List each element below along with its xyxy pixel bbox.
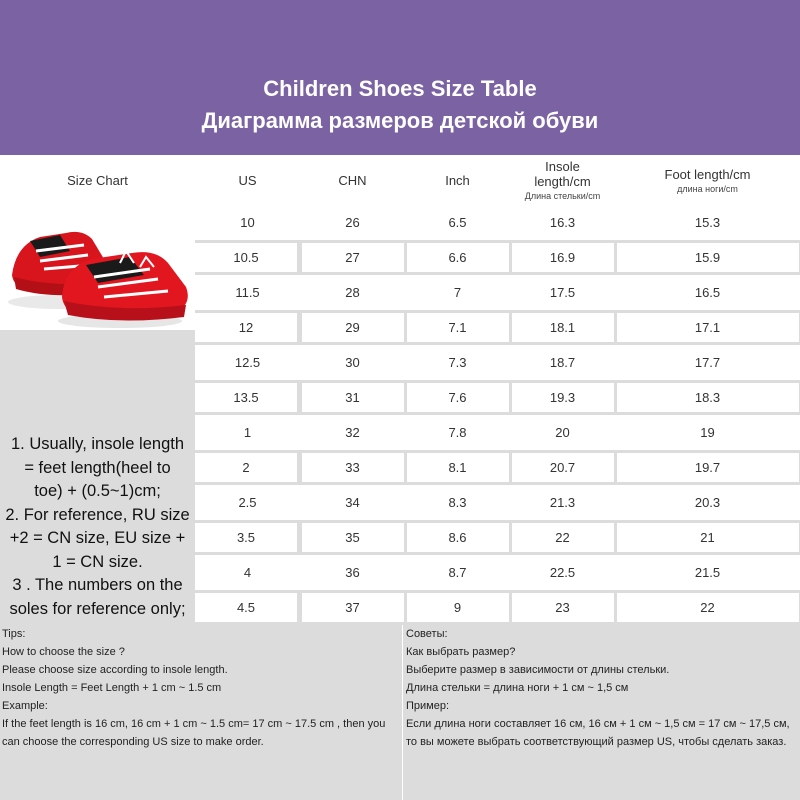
cell-us: 2.5 [238, 495, 257, 510]
cell-foot: 19 [700, 425, 715, 440]
cell-insole: 23 [512, 593, 614, 622]
cell-inch: 7.6 [407, 383, 509, 412]
cell-us: 13.5 [195, 383, 297, 412]
col-header-foot-line1: Foot length/cm [664, 166, 751, 182]
note-line: 1. Usually, insole length [10, 435, 185, 453]
cell-foot: 17.1 [617, 313, 799, 342]
cell-insole: 18.1 [512, 313, 614, 342]
col-header-insole-line1: Insole [545, 159, 580, 174]
col-header-size-chart-label: Size Chart [67, 172, 128, 188]
col-header-size-chart [0, 155, 195, 205]
cell-foot: 15.9 [617, 243, 799, 272]
tip-line: Example: [2, 700, 48, 712]
cell-insole: 16.9 [512, 243, 614, 272]
tip-line: Please choose size according to insole length. [2, 664, 228, 676]
cell-inch: 7 [453, 285, 462, 300]
note-line: 3 . The numbers on the [12, 576, 183, 594]
tip-line: Советы: [406, 628, 448, 640]
cell-chn: 32 [345, 425, 360, 440]
tip-line: Tips: [2, 628, 26, 640]
table-row [195, 590, 800, 625]
table-row [195, 310, 800, 345]
size-table [195, 205, 800, 625]
cell-chn: 29 [302, 313, 404, 342]
cell-us: 10 [240, 215, 255, 230]
cell-insole: 18.7 [549, 355, 576, 370]
cell-us: 10.5 [195, 243, 297, 272]
cell-us: 4 [243, 565, 252, 580]
note-line: = feet length(heel to [24, 458, 171, 477]
cell-insole: 22 [512, 523, 614, 552]
page-title-en: Children Shoes Size Table [263, 76, 537, 101]
table-row [195, 275, 800, 310]
tip-line: то вы можете выбрать соответствующий размер US, чтобы сделать заказ. [406, 736, 787, 748]
cell-inch: 8.3 [448, 495, 467, 510]
cell-insole: 16.3 [549, 215, 576, 230]
col-header-insole-line2: length/cm [534, 174, 591, 189]
cell-us: 4.5 [195, 593, 297, 622]
cell-chn: 36 [345, 565, 360, 580]
cell-foot: 18.3 [617, 383, 799, 412]
cell-inch: 6.6 [407, 243, 509, 272]
cell-inch: 8.6 [407, 523, 509, 552]
cell-insole: 22.5 [549, 565, 576, 580]
cell-us: 12 [195, 313, 297, 342]
cell-us: 3.5 [195, 523, 297, 552]
table-row [195, 555, 800, 590]
tip-line: Как выбрать размер? [406, 646, 516, 658]
product-image-box [0, 205, 195, 330]
note-line: +2 = CN size, EU size + [9, 529, 186, 547]
size-notes [0, 433, 195, 621]
cell-insole: 17.5 [549, 285, 576, 300]
cell-inch: 7.8 [448, 425, 467, 440]
note-line: toe) + (0.5~1)cm; [34, 482, 161, 500]
cell-chn: 35 [302, 523, 404, 552]
table-row [195, 520, 800, 555]
cell-foot: 19.7 [617, 453, 799, 482]
cell-chn: 26 [345, 215, 360, 230]
col-header-us [195, 155, 300, 205]
col-header-insole [510, 155, 615, 205]
tip-line: If the feet length is 16 cm, 16 cm + 1 cm ~ 1.5 cm= 17 cm ~ 17.5 cm , then you [2, 718, 386, 730]
table-row [195, 415, 800, 450]
cell-foot: 16.5 [694, 285, 721, 300]
cell-chn: 30 [345, 355, 360, 370]
tip-line: can choose the corresponding US size to make order. [2, 736, 264, 748]
tips-divider [402, 625, 403, 800]
tip-line: Пример: [406, 700, 450, 712]
cell-inch: 6.5 [448, 215, 467, 230]
tip-line: Длина стельки = длина ноги + 1 см ~ 1,5 см [406, 682, 629, 694]
cell-inch: 8.7 [448, 565, 467, 580]
cell-insole: 20.7 [512, 453, 614, 482]
tips-panel [0, 625, 800, 800]
tip-line: Выберите размер в зависимости от длины стельки. [406, 664, 670, 676]
col-header-inch-label: Inch [445, 172, 470, 188]
cell-us: 12.5 [234, 355, 261, 370]
cell-chn: 31 [302, 383, 404, 412]
cell-us: 11.5 [235, 285, 260, 300]
cell-foot: 21 [617, 523, 799, 552]
cell-chn: 28 [345, 285, 360, 300]
note-line: 1 = CN size. [52, 552, 143, 571]
col-header-insole-sub: Длина стельки/cm [524, 191, 601, 201]
cell-foot: 22 [617, 593, 799, 622]
cell-foot: 21.5 [694, 565, 721, 580]
sneaker-image [0, 205, 195, 330]
col-header-us-label: US [238, 172, 257, 188]
tip-line: Если длина ноги составляет 16 см, 16 см + 1 см ~ 1,5 см = 17 см ~ 17,5 см, [406, 718, 790, 730]
cell-insole: 19.3 [512, 383, 614, 412]
cell-chn: 27 [302, 243, 404, 272]
tip-line: Insole Length = Feet Length + 1 cm ~ 1.5 cm [2, 682, 222, 694]
cell-insole: 20 [555, 425, 570, 440]
tips-russian [406, 625, 798, 751]
tip-line: How to choose the size ? [2, 646, 125, 658]
cell-inch: 7.3 [448, 355, 467, 370]
cell-chn: 34 [345, 495, 360, 510]
col-header-foot-sub: длина ноги/cm [677, 183, 738, 194]
table-row [195, 345, 800, 380]
note-line: 2. For reference, RU size [5, 505, 190, 524]
table-row [195, 205, 800, 240]
cell-foot: 20.3 [694, 495, 721, 510]
cell-foot: 17.7 [694, 355, 721, 370]
tips-english [2, 625, 400, 751]
note-line: soles for reference only; [9, 599, 186, 618]
col-header-chn-label: CHN [338, 172, 367, 188]
cell-inch: 8.1 [407, 453, 509, 482]
cell-us: 1 [243, 425, 252, 440]
cell-inch: 7.1 [407, 313, 509, 342]
table-row [195, 240, 800, 275]
cell-insole: 21.3 [549, 495, 576, 510]
cell-inch: 9 [407, 593, 509, 622]
page-title-ru: Диаграмма размеров детской обуви [201, 108, 599, 133]
cell-chn: 33 [302, 453, 404, 482]
table-row [195, 485, 800, 520]
table-row [195, 380, 800, 415]
table-row [195, 450, 800, 485]
col-header-foot [615, 155, 800, 205]
cell-chn: 37 [302, 593, 404, 622]
col-header-inch [405, 155, 510, 205]
col-header-chn [300, 155, 405, 205]
cell-foot: 15.3 [694, 215, 721, 230]
cell-us: 2 [195, 453, 297, 482]
